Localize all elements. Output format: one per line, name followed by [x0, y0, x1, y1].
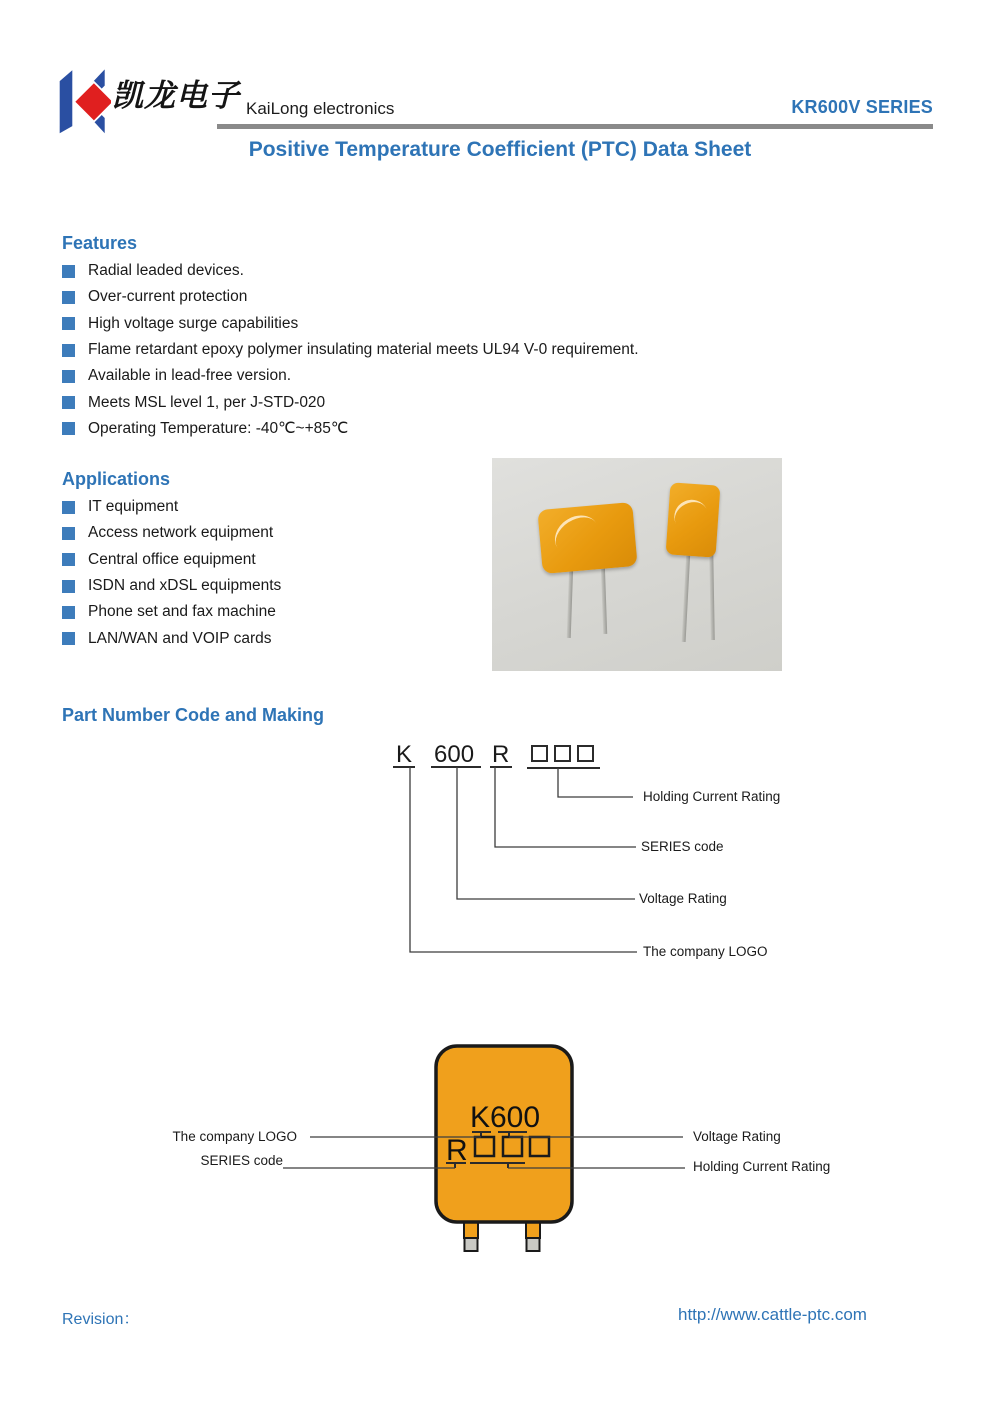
application-text: Phone set and fax machine: [88, 603, 276, 621]
application-text: Central office equipment: [88, 550, 256, 568]
revision-label: Revision：: [62, 1311, 140, 1328]
part-number-diagram: [390, 735, 810, 965]
application-item: [62, 625, 281, 651]
bullet-square-icon: [62, 606, 75, 619]
label-series-code: SERIES code: [200, 1153, 283, 1168]
application-item: [62, 520, 281, 546]
feature-text: Flame retardant epoxy polymer insulating material meets UL94 V-0 requirement.: [88, 341, 639, 359]
applications-heading: Applications: [62, 469, 171, 489]
application-text: ISDN and xDSL equipments: [88, 577, 282, 595]
code-voltage: 600: [434, 741, 475, 768]
ptc-device-right: [666, 482, 721, 557]
bullet-square-icon: [62, 580, 75, 593]
bullet-square-icon: [62, 632, 75, 645]
feature-item: [62, 363, 639, 389]
bullet-square-icon: [62, 317, 75, 330]
kailong-logo-icon: [57, 63, 111, 137]
placeholder-box-icon: [555, 746, 570, 761]
diagram-lead-tip: [527, 1238, 540, 1251]
device-lead: [601, 564, 607, 634]
diagram-lead-tip: [465, 1238, 478, 1251]
placeholder-box-icon: [532, 746, 547, 761]
feature-text: Over-current protection: [88, 288, 248, 306]
bullet-square-icon: [62, 501, 75, 514]
label-holding-current: Holding Current Rating: [643, 789, 781, 804]
highlight: [547, 507, 606, 563]
bullet-square-icon: [62, 422, 75, 435]
feature-item: [62, 416, 639, 442]
label-voltage-rating: Voltage Rating: [639, 891, 727, 906]
product-photo: [492, 458, 782, 671]
application-item: [62, 573, 281, 599]
applications-list: [62, 494, 281, 652]
website-link[interactable]: http://www.cattle-ptc.com: [678, 1305, 867, 1324]
features-list: [62, 258, 639, 442]
leader-voltage: [457, 767, 635, 899]
device-lead: [709, 550, 715, 640]
code-logo-letter: K: [396, 741, 413, 768]
code-series-letter: R: [492, 741, 510, 768]
feature-text: Operating Temperature: -40℃~+85℃: [88, 420, 349, 438]
highlight: [669, 494, 714, 539]
feature-item: [62, 389, 639, 415]
bullet-square-icon: [62, 344, 75, 357]
bullet-square-icon: [62, 553, 75, 566]
company-name-english: KaiLong electronics: [246, 99, 395, 118]
device-lead: [682, 550, 691, 642]
leader-series: [495, 767, 636, 847]
application-text: Access network equipment: [88, 524, 274, 542]
feature-item: [62, 311, 639, 337]
placeholder-box-icon: [578, 746, 593, 761]
marking-line2: R: [446, 1134, 468, 1167]
application-item: [62, 494, 281, 520]
feature-text: Available in lead-free version.: [88, 367, 292, 385]
feature-text: High voltage surge capabilities: [88, 314, 299, 332]
leader-holding: [558, 768, 633, 797]
device-lead: [567, 564, 574, 638]
feature-text: Radial leaded devices.: [88, 262, 244, 280]
application-text: IT equipment: [88, 498, 179, 516]
document-title: Positive Temperature Coefficient (PTC) Data Sheet: [248, 138, 752, 161]
bullet-square-icon: [62, 291, 75, 304]
header-divider: [217, 124, 933, 129]
company-name-chinese: 凯龙电子: [112, 78, 240, 114]
marking-line1: K600: [469, 1101, 541, 1134]
application-item: [62, 599, 281, 625]
label-company-logo: The company LOGO: [643, 944, 768, 959]
feature-item: [62, 337, 639, 363]
ptc-device-left: [537, 502, 637, 574]
part-number-heading: Part Number Code and Making: [62, 705, 325, 725]
application-text: LAN/WAN and VOIP cards: [88, 629, 272, 647]
bullet-square-icon: [62, 265, 75, 278]
bullet-square-icon: [62, 527, 75, 540]
leader-logo: [410, 767, 637, 952]
label-voltage-rating: Voltage Rating: [693, 1129, 781, 1144]
label-series-code: SERIES code: [641, 839, 724, 854]
feature-text: Meets MSL level 1, per J-STD-020: [88, 393, 326, 411]
bullet-square-icon: [62, 370, 75, 383]
label-company-logo: The company LOGO: [172, 1129, 297, 1144]
feature-item: [62, 258, 639, 284]
bullet-square-icon: [62, 396, 75, 409]
application-item: [62, 547, 281, 573]
marking-diagram: [150, 1030, 850, 1265]
feature-item: [62, 284, 639, 310]
label-holding-current: Holding Current Rating: [693, 1159, 831, 1174]
features-heading: Features: [62, 233, 138, 253]
series-title: KR600V SERIES: [791, 97, 933, 117]
